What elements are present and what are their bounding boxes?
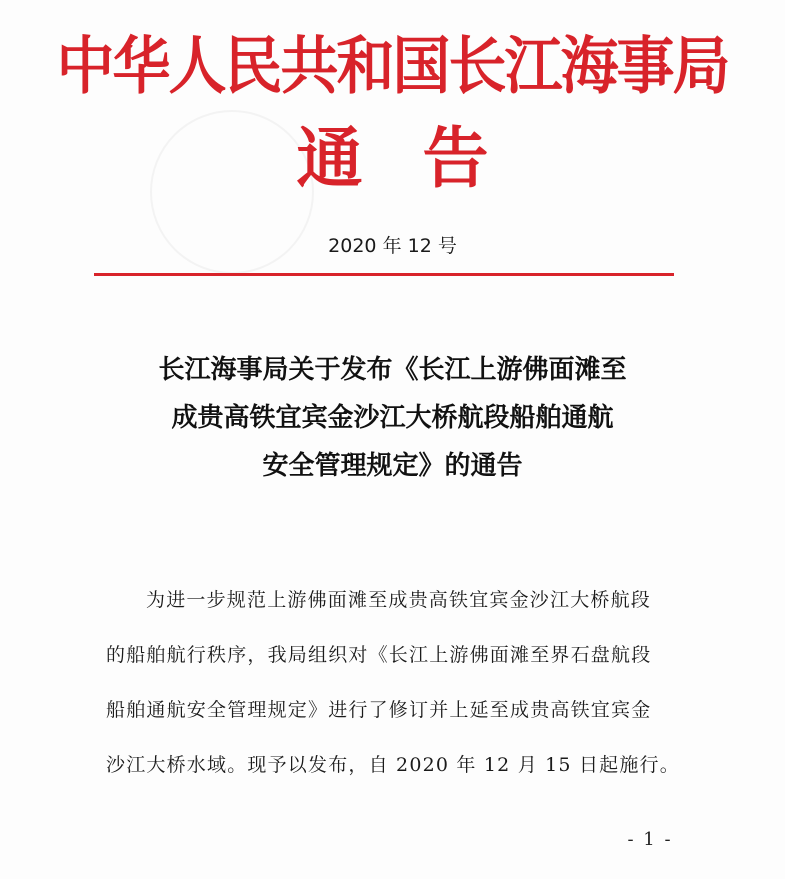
document-number: 2020 年 12 号 bbox=[328, 235, 457, 257]
body-line: 为进一步规范上游佛面滩至成贵高铁宜宾金沙江大桥航段 bbox=[146, 589, 652, 611]
header-divider bbox=[94, 273, 674, 276]
organization-title: 中华人民共和国长江海事局 bbox=[56, 29, 729, 103]
headline-line: 成贵高铁宜宾金沙江大桥航段船舶通航 bbox=[171, 403, 614, 433]
page-number: - 1 - bbox=[627, 829, 673, 850]
document-type-title: 通告 bbox=[296, 119, 549, 197]
headline-line: 长江海事局关于发布《长江上游佛面滩至 bbox=[158, 355, 627, 385]
headline-line: 安全管理规定》的通告 bbox=[262, 451, 523, 481]
body-line: 的船舶航行秩序，我局组织对《长江上游佛面滩至界石盘航段 bbox=[106, 644, 652, 666]
body-line: 沙江大桥水域。现予以发布，自 2020 年 12 月 15 日起施行。 bbox=[106, 754, 680, 776]
body-line: 船舶通航安全管理规定》进行了修订并上延至成贵高铁宜宾金 bbox=[106, 699, 652, 721]
notice-body bbox=[106, 580, 696, 800]
notice-headline bbox=[0, 346, 785, 490]
